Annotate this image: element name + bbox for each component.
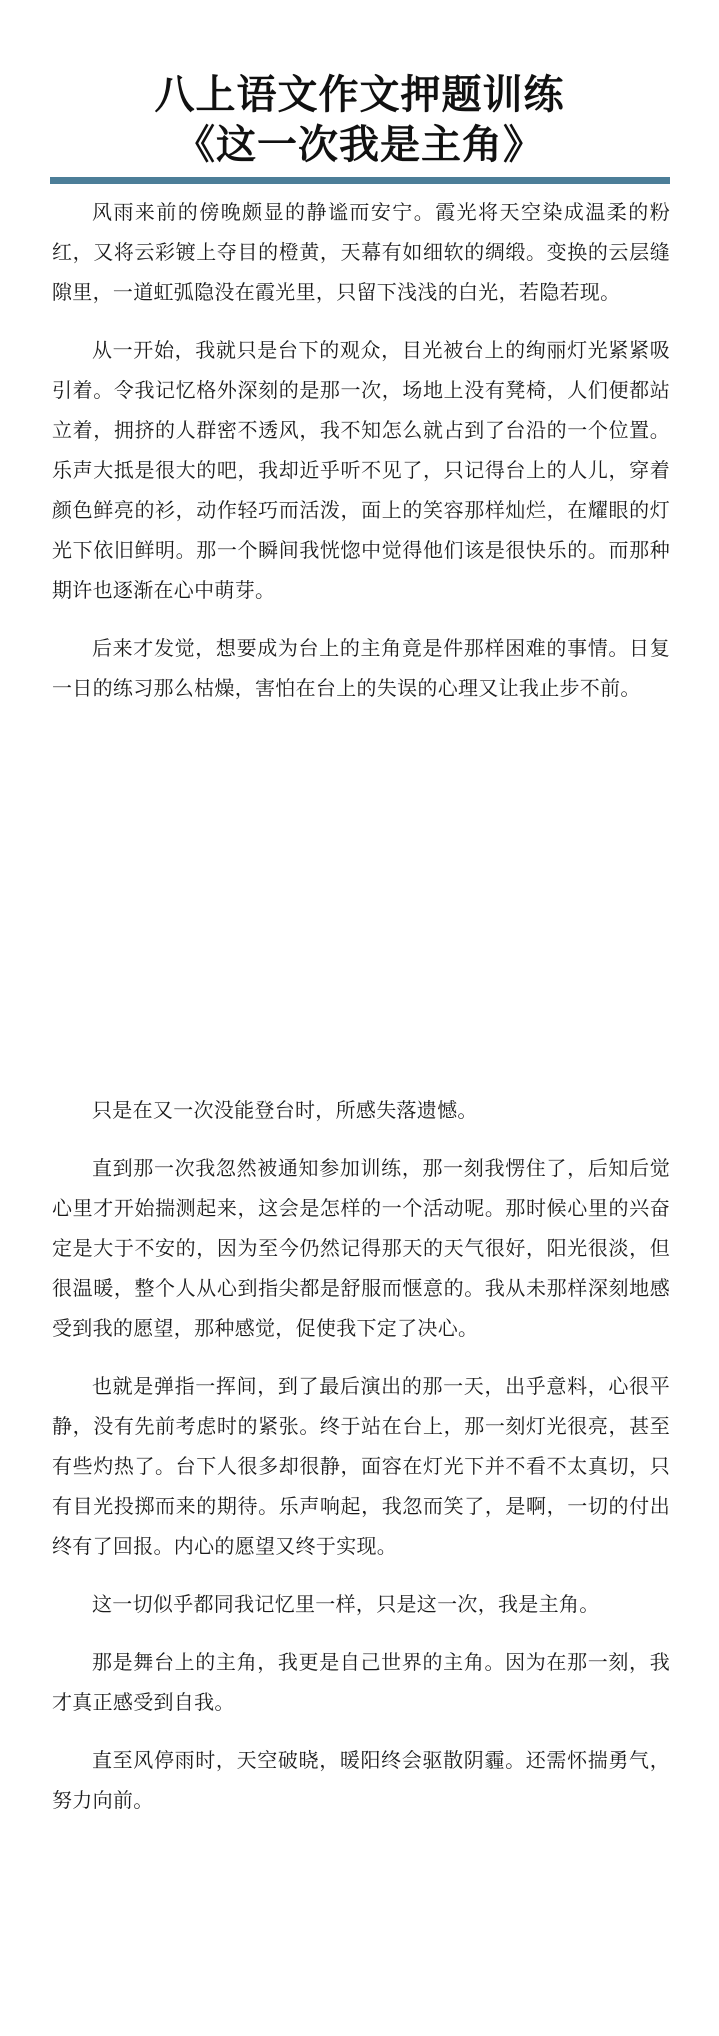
essay-section-1 xyxy=(52,192,670,726)
paragraph: 这一切似乎都同我记忆里一样，只是这一次，我是主角。 xyxy=(92,1592,600,1616)
paragraph: 只是在又一次没能登台时，所感失落遗憾。 xyxy=(92,1098,478,1122)
title-block xyxy=(0,70,719,170)
essay-section-2 xyxy=(52,1090,670,1838)
essay-title: 《这一次我是主角》 xyxy=(175,122,544,168)
paragraph: 直至风停雨时，天空破晓，暖阳终会驱散阴霾。还需怀揣勇气，努力向前。 xyxy=(52,1748,670,1812)
paragraph: 那是舞台上的主角，我更是自己世界的主角。因为在那一刻，我才真正感受到自我。 xyxy=(52,1650,670,1714)
page-title: 八上语文作文押题训练 xyxy=(154,72,565,118)
paragraph: 从一开始，我就只是台下的观众，目光被台上的绚丽灯光紧紧吸引着。令我记忆格外深刻的是那一次，场地上没有凳椅，人们便都站立着，拥挤的人群密不透风，我不知怎么就占到了台沿的一个位置。乐声大抵是很大的吧，我却近乎听不见了，只记得台上的人儿，穿着颜色鲜亮的衫，动作轻巧而活泼，面上的笑容那样灿烂，在耀眼的灯光下依旧鲜明。那一个瞬间我恍惚中觉得他们该是很快乐的。而那种期许也逐渐在心中萌芽。 xyxy=(52,338,670,602)
paragraph: 也就是弹指一挥间，到了最后演出的那一天，出乎意料，心很平静，没有先前考虑时的紧张。终于站在台上，那一刻灯光很亮，甚至有些灼热了。台下人很多却很静，面容在灯光下并不看不太真切，只有目光投掷而来的期待。乐声响起，我忽而笑了，是啊，一切的付出终有了回报。内心的愿望又终于实现。 xyxy=(52,1374,670,1558)
paragraph: 后来才发觉，想要成为台上的主角竟是件那样困难的事情。日复一日的练习那么枯燥，害怕在台上的失误的心理又让我止步不前。 xyxy=(52,636,670,700)
paragraph: 直到那一次我忽然被通知参加训练，那一刻我愣住了，后知后觉心里才开始揣测起来，这会是怎样的一个活动呢。那时候心里的兴奋定是大于不安的，因为至今仍然记得那天的天气很好，阳光很淡，但很温暖，整个人从心到指尖都是舒服而惬意的。我从未那样深刻地感受到我的愿望，那种感觉，促使我下定了决心。 xyxy=(52,1156,670,1340)
paragraph: 风雨来前的傍晚颇显的静谧而安宁。霞光将天空染成温柔的粉红，又将云彩镀上夺目的橙黄，天幕有如细软的绸缎。变换的云层缝隙里，一道虹弧隐没在霞光里，只留下浅浅的白光，若隐若现。 xyxy=(52,200,670,304)
title-divider xyxy=(50,177,670,184)
